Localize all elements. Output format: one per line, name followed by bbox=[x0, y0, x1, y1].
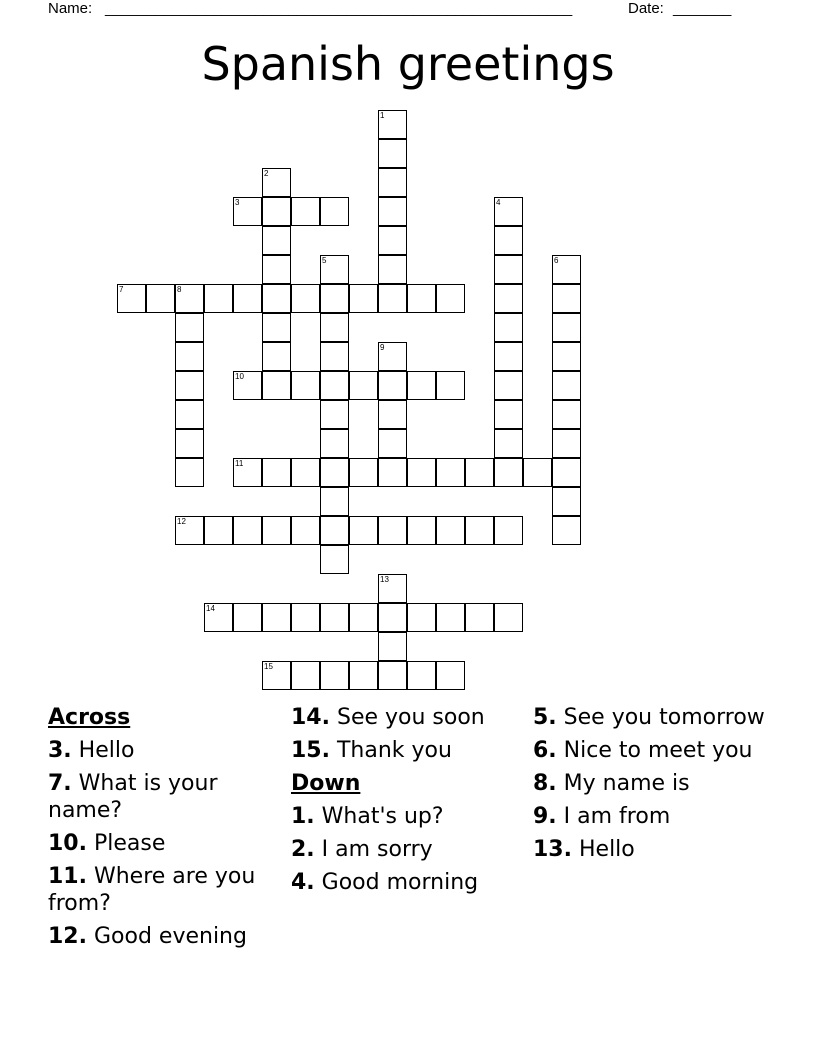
grid-cell[interactable] bbox=[233, 516, 262, 545]
grid-cell[interactable] bbox=[349, 603, 378, 632]
grid-cell-number: 8 bbox=[177, 285, 182, 294]
grid-cell[interactable] bbox=[494, 429, 523, 458]
grid-cell[interactable] bbox=[175, 342, 204, 371]
grid-cell[interactable] bbox=[378, 632, 407, 661]
grid-cell[interactable] bbox=[436, 516, 465, 545]
grid-cell[interactable] bbox=[552, 400, 581, 429]
clue-number: 2. bbox=[291, 837, 315, 862]
grid-cell[interactable] bbox=[349, 284, 378, 313]
grid-cell-number: 9 bbox=[380, 343, 385, 352]
clue-text: Hello bbox=[578, 837, 635, 862]
grid-cell[interactable] bbox=[378, 168, 407, 197]
clue-down-5 bbox=[533, 704, 773, 731]
clue-number: 9. bbox=[533, 804, 557, 829]
grid-cell[interactable] bbox=[436, 458, 465, 487]
grid-cell[interactable] bbox=[552, 342, 581, 371]
grid-cell[interactable] bbox=[494, 400, 523, 429]
clue-across-12 bbox=[48, 923, 278, 950]
grid-cell[interactable] bbox=[378, 516, 407, 545]
grid-cell[interactable] bbox=[262, 255, 291, 284]
clue-number: 6. bbox=[533, 738, 557, 763]
grid-cell[interactable] bbox=[320, 342, 349, 371]
grid-cell[interactable] bbox=[494, 313, 523, 342]
grid-cell[interactable] bbox=[262, 371, 291, 400]
clue-number: 7. bbox=[48, 771, 72, 796]
grid-cell[interactable] bbox=[233, 603, 262, 632]
grid-cell[interactable] bbox=[291, 284, 320, 313]
grid-cell[interactable] bbox=[320, 313, 349, 342]
across-heading: Across bbox=[48, 705, 131, 730]
grid-cell[interactable] bbox=[320, 458, 349, 487]
clue-number: 4. bbox=[291, 870, 315, 895]
grid-cell-number: 12 bbox=[177, 517, 186, 526]
name-label: Name: bbox=[48, 0, 93, 17]
clue-text: Where are you from? bbox=[48, 864, 256, 916]
down-heading: Down bbox=[291, 771, 361, 796]
grid-cell[interactable] bbox=[204, 516, 233, 545]
page-title: Spanish greetings bbox=[201, 37, 615, 91]
clue-down-1 bbox=[291, 803, 521, 830]
clue-text: I am from bbox=[563, 804, 671, 829]
grid-cell[interactable] bbox=[262, 313, 291, 342]
grid-cell[interactable] bbox=[262, 342, 291, 371]
grid-cell[interactable] bbox=[407, 371, 436, 400]
grid-cell[interactable] bbox=[378, 458, 407, 487]
clue-text: What is your name? bbox=[48, 771, 218, 823]
grid-cell[interactable] bbox=[233, 284, 262, 313]
grid-cell[interactable] bbox=[378, 371, 407, 400]
grid-cell[interactable] bbox=[291, 371, 320, 400]
clue-across-15 bbox=[291, 737, 521, 764]
clue-number: 10. bbox=[48, 831, 87, 856]
grid-cell[interactable] bbox=[378, 226, 407, 255]
grid-cell-number: 3 bbox=[235, 198, 240, 207]
clue-down-4 bbox=[291, 869, 521, 896]
clue-number: 14. bbox=[291, 705, 330, 730]
clue-down-9 bbox=[533, 803, 773, 830]
grid-cell[interactable] bbox=[552, 313, 581, 342]
date-label: Date: bbox=[628, 0, 664, 17]
grid-cell[interactable] bbox=[291, 197, 320, 226]
grid-cell[interactable] bbox=[465, 516, 494, 545]
grid-cell[interactable] bbox=[320, 545, 349, 574]
grid-cell[interactable] bbox=[291, 516, 320, 545]
grid-cell[interactable] bbox=[349, 371, 378, 400]
clue-text: Thank you bbox=[336, 738, 452, 763]
grid-cell[interactable] bbox=[262, 516, 291, 545]
clue-text: Good morning bbox=[321, 870, 479, 895]
grid-cell[interactable] bbox=[378, 139, 407, 168]
grid-cell[interactable] bbox=[436, 603, 465, 632]
grid-cell[interactable] bbox=[523, 458, 552, 487]
clue-text: My name is bbox=[563, 771, 690, 796]
grid-cell[interactable] bbox=[436, 284, 465, 313]
grid-cell-number: 14 bbox=[206, 604, 215, 613]
grid-cell[interactable] bbox=[320, 516, 349, 545]
grid-cell[interactable] bbox=[552, 371, 581, 400]
name-field[interactable]: ________________________________________________________ bbox=[105, 0, 573, 17]
grid-cell[interactable] bbox=[552, 429, 581, 458]
grid-cell[interactable] bbox=[378, 661, 407, 690]
grid-cell-number: 13 bbox=[380, 575, 389, 584]
clues-column-2 bbox=[291, 704, 521, 902]
grid-cell[interactable] bbox=[204, 284, 233, 313]
grid-cell[interactable] bbox=[175, 429, 204, 458]
grid-cell[interactable] bbox=[175, 313, 204, 342]
grid-cell[interactable] bbox=[291, 458, 320, 487]
grid-cell[interactable] bbox=[552, 458, 581, 487]
clue-text: Please bbox=[93, 831, 166, 856]
clue-text: See you soon bbox=[336, 705, 485, 730]
clue-number: 8. bbox=[533, 771, 557, 796]
grid-cell[interactable] bbox=[262, 226, 291, 255]
grid-cell[interactable] bbox=[494, 603, 523, 632]
grid-cell[interactable] bbox=[349, 516, 378, 545]
grid-cell[interactable] bbox=[494, 371, 523, 400]
grid-cell[interactable] bbox=[349, 458, 378, 487]
grid-cell[interactable] bbox=[378, 429, 407, 458]
clue-number: 15. bbox=[291, 738, 330, 763]
grid-cell-number: 15 bbox=[264, 662, 273, 671]
clue-across-11 bbox=[48, 863, 278, 917]
grid-cell[interactable] bbox=[320, 661, 349, 690]
grid-cell[interactable] bbox=[436, 371, 465, 400]
grid-cell[interactable] bbox=[262, 197, 291, 226]
grid-cell[interactable] bbox=[378, 197, 407, 226]
clues-column-1 bbox=[48, 704, 278, 956]
grid-cell[interactable] bbox=[349, 661, 378, 690]
clue-number: 11. bbox=[48, 864, 87, 889]
grid-cell[interactable] bbox=[436, 661, 465, 690]
grid-cell[interactable] bbox=[494, 342, 523, 371]
grid-cell[interactable] bbox=[146, 284, 175, 313]
grid-cell[interactable] bbox=[320, 371, 349, 400]
grid-cell[interactable] bbox=[320, 284, 349, 313]
clue-number: 12. bbox=[48, 924, 87, 949]
grid-cell[interactable] bbox=[378, 400, 407, 429]
grid-cell-number: 10 bbox=[235, 372, 244, 381]
clue-across-10 bbox=[48, 830, 278, 857]
clue-down-13 bbox=[533, 836, 773, 863]
grid-cell[interactable] bbox=[320, 429, 349, 458]
grid-cell[interactable] bbox=[552, 516, 581, 545]
clue-text: Hello bbox=[78, 738, 135, 763]
clue-number: 3. bbox=[48, 738, 72, 763]
grid-cell[interactable] bbox=[378, 255, 407, 284]
clue-across-14 bbox=[291, 704, 521, 731]
grid-cell[interactable] bbox=[262, 603, 291, 632]
grid-cell-number: 4 bbox=[496, 198, 501, 207]
grid-cell[interactable] bbox=[291, 603, 320, 632]
grid-cell[interactable] bbox=[320, 487, 349, 516]
grid-cell[interactable] bbox=[407, 603, 436, 632]
grid-cell[interactable] bbox=[465, 458, 494, 487]
clue-text: I am sorry bbox=[321, 837, 433, 862]
clue-text: See you tomorrow bbox=[563, 705, 765, 730]
grid-cell[interactable] bbox=[465, 603, 494, 632]
grid-cell-number: 1 bbox=[380, 111, 385, 120]
clue-text: What's up? bbox=[321, 804, 444, 829]
grid-cell-number: 11 bbox=[235, 459, 244, 468]
clue-text: Nice to meet you bbox=[563, 738, 753, 763]
clue-down-2 bbox=[291, 836, 521, 863]
grid-cell[interactable] bbox=[494, 284, 523, 313]
grid-cell[interactable] bbox=[494, 226, 523, 255]
grid-cell[interactable] bbox=[494, 458, 523, 487]
clue-down-6 bbox=[533, 737, 773, 764]
header bbox=[48, 0, 748, 20]
grid-cell[interactable] bbox=[407, 458, 436, 487]
grid-cell[interactable] bbox=[407, 516, 436, 545]
grid-cell-number: 5 bbox=[322, 256, 327, 265]
grid-cell[interactable] bbox=[262, 284, 291, 313]
clue-number: 13. bbox=[533, 837, 572, 862]
grid-cell[interactable] bbox=[407, 284, 436, 313]
clue-down-8 bbox=[533, 770, 773, 797]
grid-cell[interactable] bbox=[552, 284, 581, 313]
clue-across-3 bbox=[48, 737, 278, 764]
clue-number: 5. bbox=[533, 705, 557, 730]
clue-number: 1. bbox=[291, 804, 315, 829]
grid-cell[interactable] bbox=[175, 458, 204, 487]
grid-cell[interactable] bbox=[291, 661, 320, 690]
date-field[interactable]: _______ bbox=[673, 0, 732, 17]
grid-cell[interactable] bbox=[494, 516, 523, 545]
grid-cell[interactable] bbox=[175, 400, 204, 429]
grid-cell[interactable] bbox=[552, 487, 581, 516]
grid-cell[interactable] bbox=[175, 371, 204, 400]
clues-column-3 bbox=[533, 704, 773, 869]
grid-cell-number: 6 bbox=[554, 256, 559, 265]
grid-cell[interactable] bbox=[407, 661, 436, 690]
clue-across-7 bbox=[48, 770, 278, 824]
grid-cell-number: 2 bbox=[264, 169, 269, 178]
grid-cell[interactable] bbox=[320, 400, 349, 429]
grid-cell[interactable] bbox=[378, 603, 407, 632]
grid-cell[interactable] bbox=[378, 284, 407, 313]
grid-cell[interactable] bbox=[320, 603, 349, 632]
grid-cell[interactable] bbox=[320, 197, 349, 226]
grid-cell[interactable] bbox=[494, 255, 523, 284]
grid-cell-number: 7 bbox=[119, 285, 124, 294]
grid-cell[interactable] bbox=[262, 458, 291, 487]
clue-text: Good evening bbox=[93, 924, 247, 949]
